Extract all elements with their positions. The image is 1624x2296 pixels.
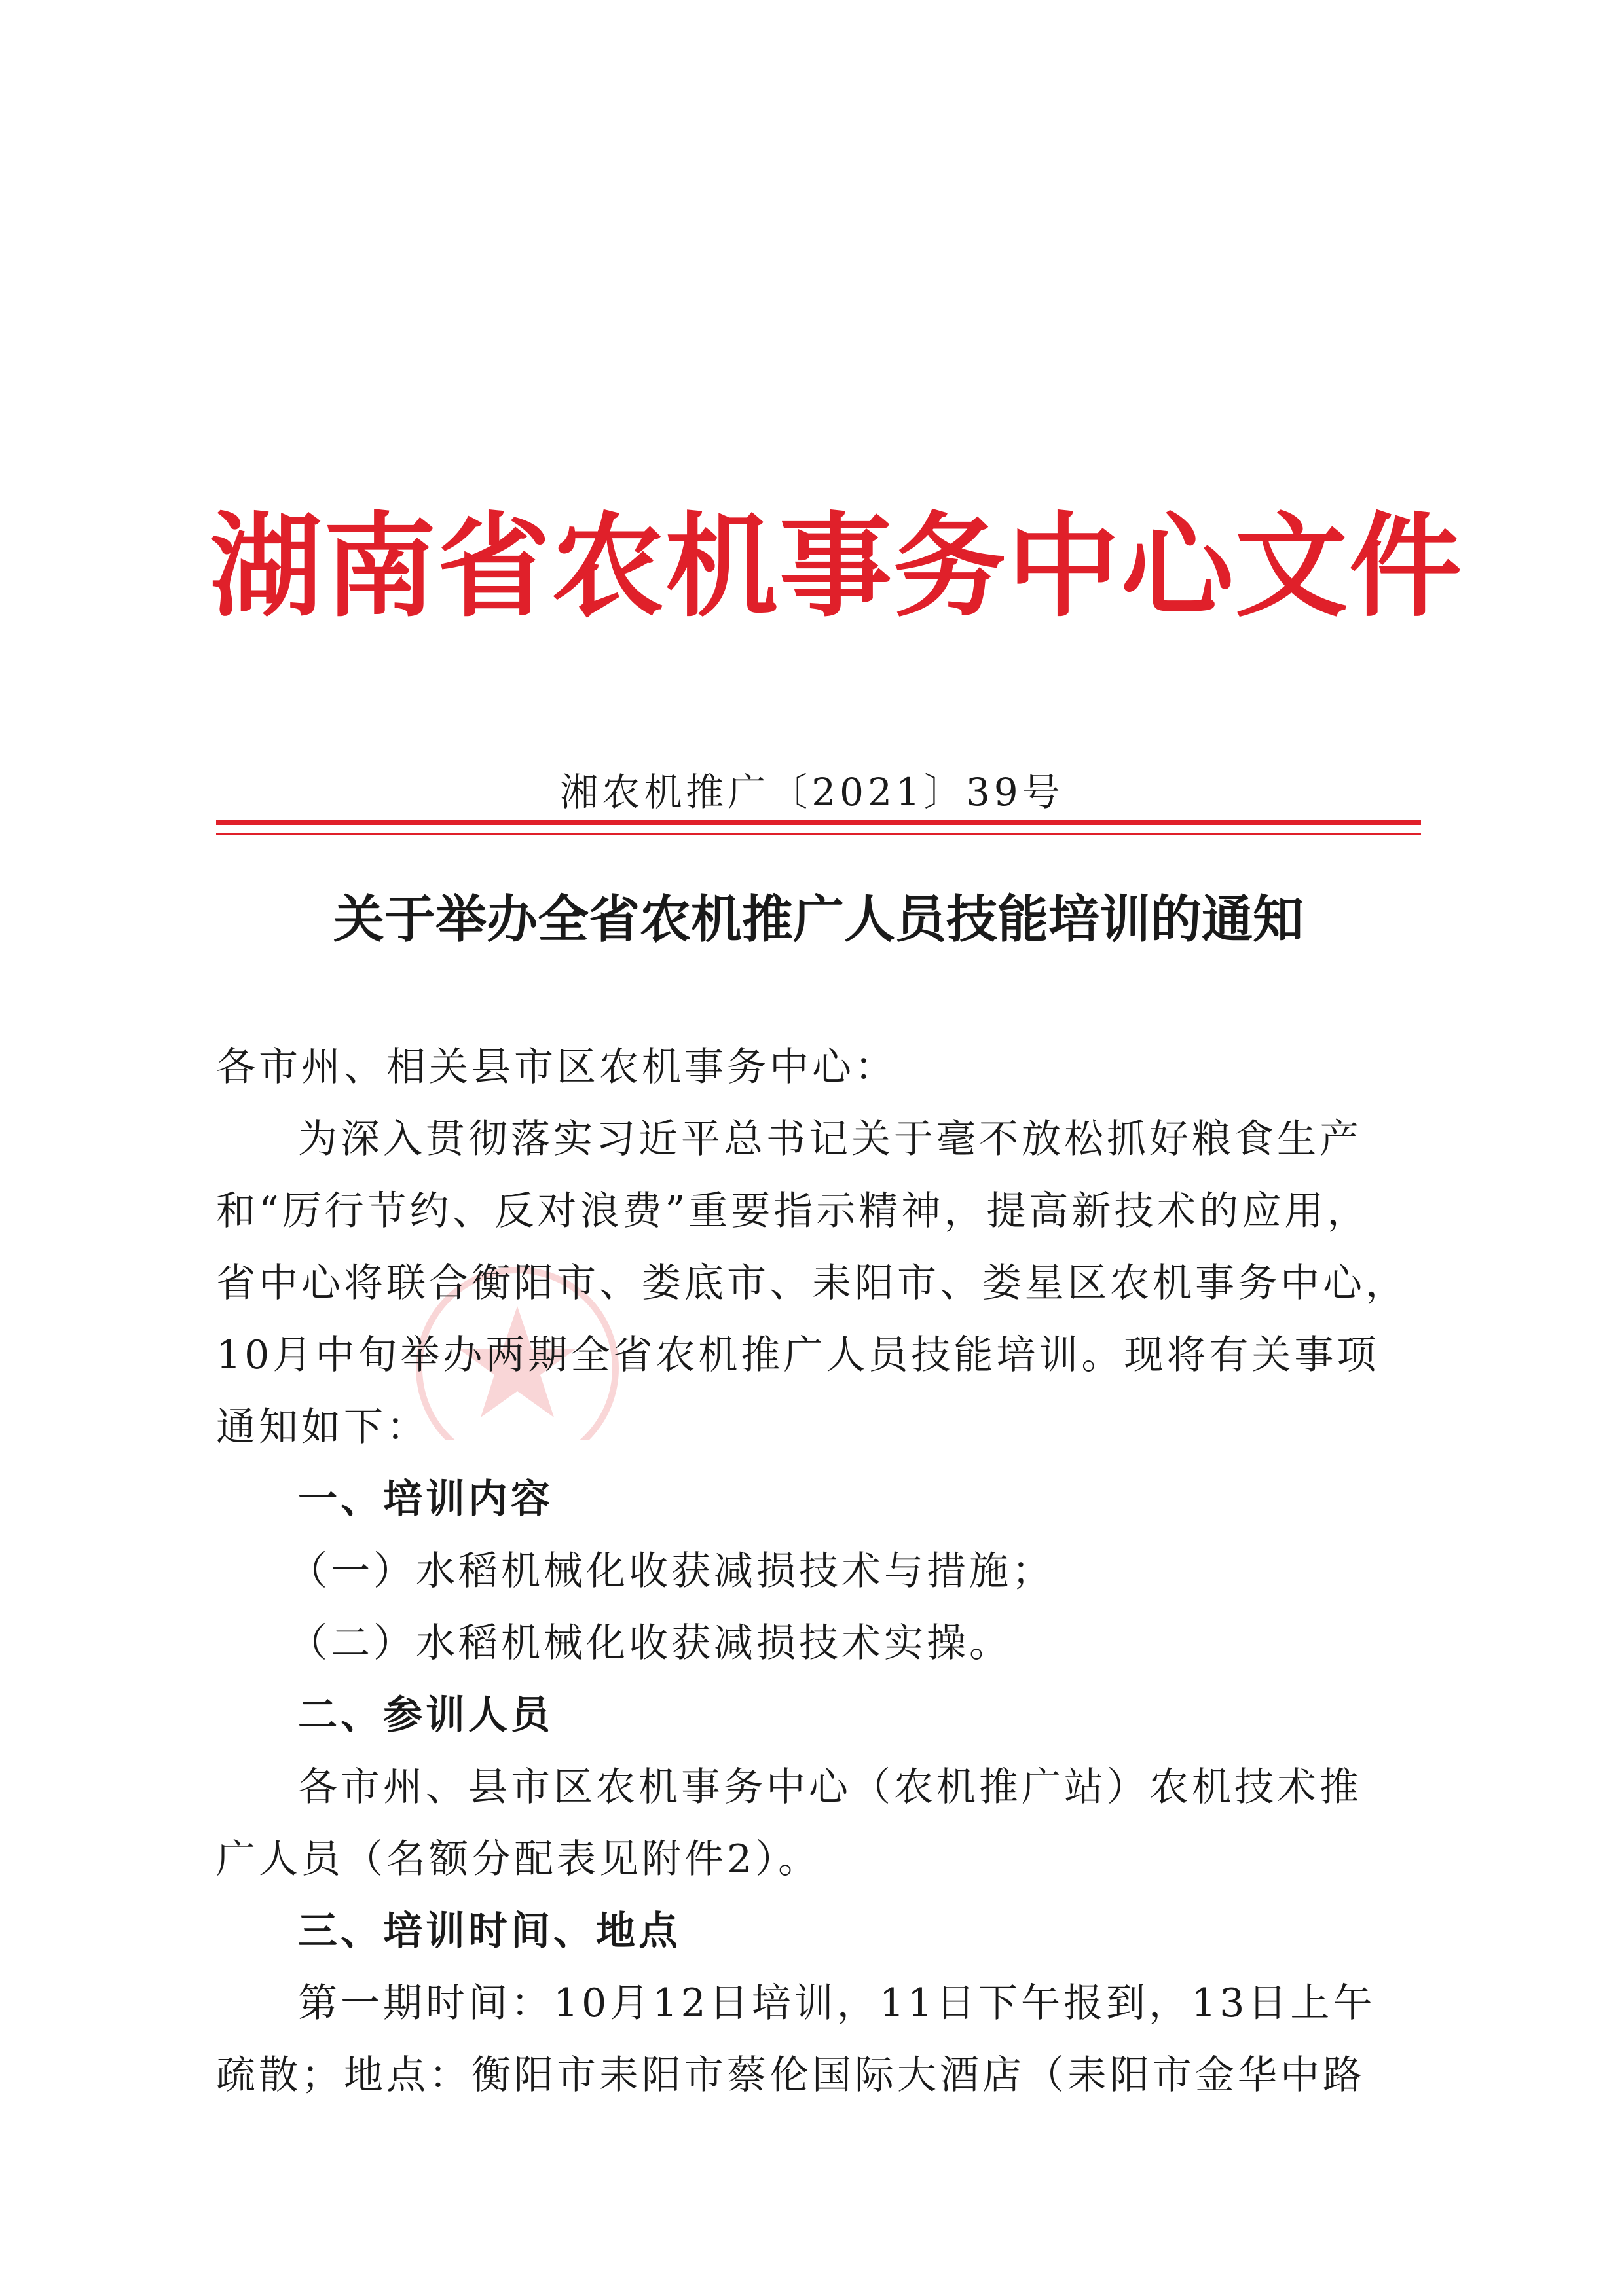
- red-divider-thick: [216, 820, 1421, 825]
- body-line-8: （二）水稻机械化收获减损技术实操。: [288, 1620, 1012, 1666]
- document-number: 湘农机推广〔2021〕39号: [560, 770, 1064, 814]
- body-line-7: （一）水稻机械化收获减损技术与措施；: [288, 1548, 1054, 1594]
- body-line-14: 疏散；地点：衡阳市耒阳市蔡伦国际大酒店（耒阳市金华中路: [216, 2052, 1365, 2098]
- body-line-4: 10月中旬举办两期全省农机推广人员技能培训。现将有关事项: [216, 1332, 1380, 1378]
- red-divider-thin: [216, 833, 1421, 835]
- issuer-header-title: 湖南省农机事务中心文件: [210, 500, 1463, 632]
- body-line-1: 为深入贯彻落实习近平总书记关于毫不放松抓好粮食生产: [298, 1116, 1362, 1162]
- section-heading-2: 二、参训人员: [298, 1692, 553, 1738]
- body-line-5: 通知如下：: [216, 1404, 429, 1450]
- body-line-3: 省中心将联合衡阳市、娄底市、耒阳市、娄星区农机事务中心，: [216, 1260, 1408, 1306]
- section-heading-1: 一、培训内容: [298, 1476, 553, 1522]
- section-heading-3: 三、培训时间、地点: [298, 1908, 681, 1954]
- notice-title: 关于举办全省农机推广人员技能培训的通知: [333, 890, 1304, 949]
- body-line-11: 广人员（名额分配表见附件2）。: [216, 1836, 821, 1882]
- body-line-13: 第一期时间：10月12日培训，11日下午报到，13日上午: [298, 1980, 1376, 2026]
- body-line-0: 各市州、相关县市区农机事务中心：: [216, 1044, 897, 1090]
- body-line-10: 各市州、县市区农机事务中心（农机推广站）农机技术推: [298, 1764, 1362, 1810]
- body-line-2: 和“厉行节约、反对浪费”重要指示精神，提高新技术的应用，: [216, 1188, 1370, 1234]
